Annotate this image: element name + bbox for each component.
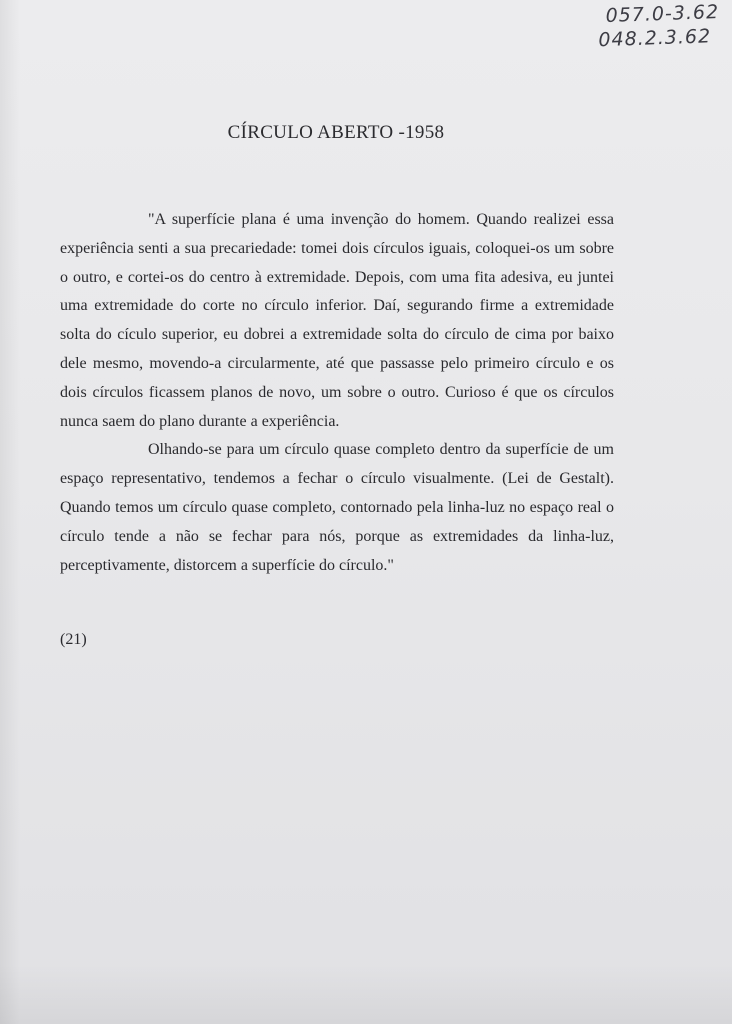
citation-number: (21) [60, 631, 87, 648]
document-title: CÍRCULO ABERTO -1958 [227, 122, 445, 143]
page-shadow-left [0, 0, 20, 1024]
page-shadow-bottom [0, 964, 732, 1024]
annotation-line-1: 057.0-3.62 [605, 1, 720, 27]
annotation-line-2: 048.2.3.62 [598, 25, 712, 52]
paragraph-2: Olhando-se para um círculo quase completo dentro da superfície de um espaço representativo, tendemos a fechar o círculo visualmente. (Lei de Gestalt). Quando temos um círculo quase completo, contornado pela linha-luz no espaço real o círculo tende a não se fechar para nós, porque as extremidades da linha-luz, perceptivamente, distorcem a superfície do círculo." [60, 441, 614, 574]
handwritten-annotations [598, 0, 721, 52]
body-text [60, 206, 614, 580]
paragraph-1: "A superfície plana é uma invenção do homem. Quando realizei essa experiência senti a sua precariedade: tomei dois círculos iguais, coloquei-os um sobre o outro, e cortei-os do centro à extremidade. Depois, com uma fita adesiva, eu juntei uma extremidade do corte no círculo inferior. Daí, segurando firme a extremidade solta do cículo superior, eu dobrei a extremidade solta do círculo de cima por baixo dele mesmo, movendo-a circularmente, até que passasse pelo primeiro círculo e os dois círculos ficassem planos de novo, um sobre o outro. Curioso é que os círculos nunca saem do plano durante a experiência. [60, 211, 614, 430]
